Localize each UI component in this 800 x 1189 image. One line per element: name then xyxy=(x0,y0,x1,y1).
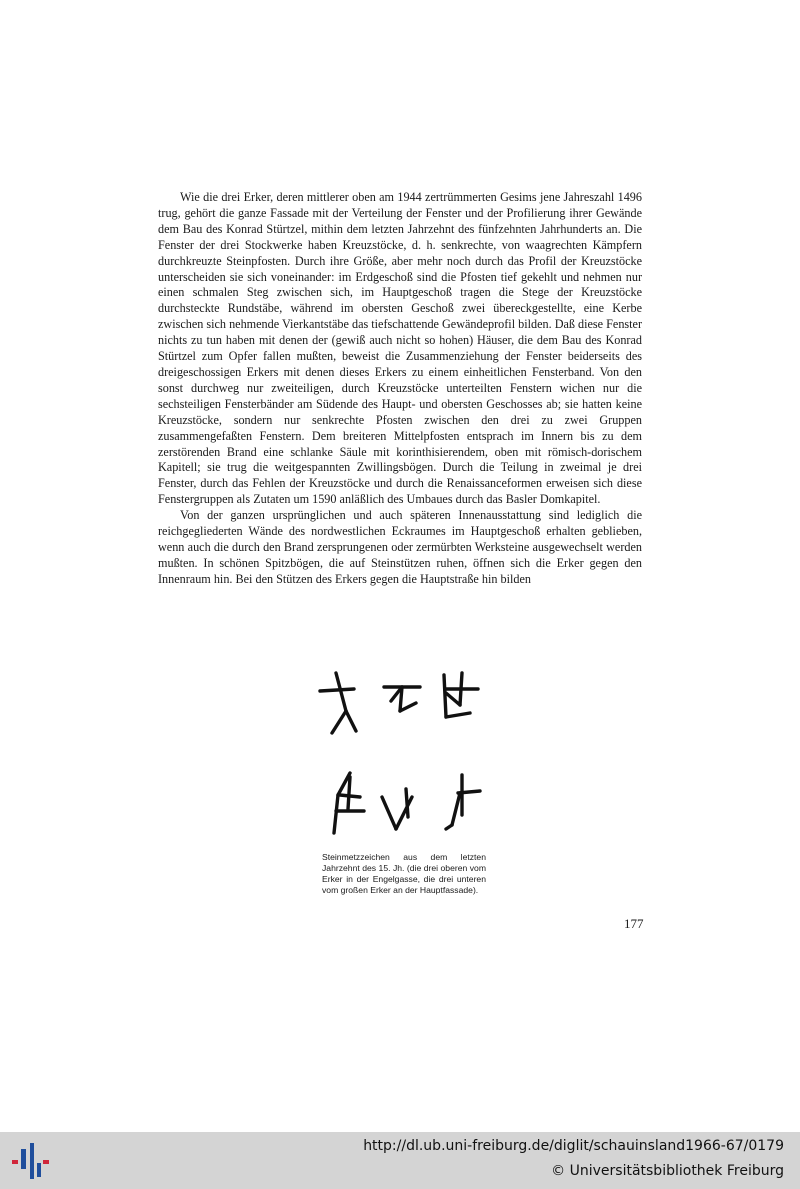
paragraph-2: Von der ganzen ursprünglichen und auch späteren Innenausstattung sind lediglich die reichgegliederten Wände des nordwestlichen Eckraumes im Hauptgeschoß erhalten geblieben, wenn auch die durch den Brand zersprungenen oder zermürbten Werksteine ausgewechselt werden mußten. In schönen Spitzbögen, die auf Steinstützen ruhen, öffnen sich die Erker gegen den Innenraum hin. Bei den Stützen des Erkers gegen die Hauptstraße hin bilden xyxy=(158,508,642,586)
stonemason-marks-illustration xyxy=(312,665,492,840)
mark-bottom-middle xyxy=(382,789,412,829)
article-text xyxy=(158,190,642,588)
mark-top-middle xyxy=(384,687,420,711)
footer-bar xyxy=(0,1132,800,1189)
mark-top-left xyxy=(320,673,356,733)
ub-freiburg-logo-icon[interactable] xyxy=(10,1141,50,1181)
document-url-link[interactable]: http://dl.ub.uni-freiburg.de/diglit/schauinsland1966-67/0179 xyxy=(363,1138,784,1154)
figure-caption: Steinmetzzeichen aus dem letzten Jahrzehnt des 15. Jh. (die drei oberen vom Erker in der Engelgasse, die drei unteren vom großen Erker an der Hauptfassade). xyxy=(322,852,486,895)
stonemason-marks-figure xyxy=(312,665,492,840)
mark-top-right xyxy=(444,673,478,717)
copyright-notice: © Universitätsbibliothek Freiburg xyxy=(551,1163,784,1179)
mark-bottom-right xyxy=(446,775,480,829)
page-number: 177 xyxy=(624,916,644,931)
mark-bottom-left xyxy=(334,773,364,833)
paragraph-1: Wie die drei Erker, deren mittlerer oben am 1944 zertrümmerten Gesims jene Jahreszahl 1496 trug, gehört die ganze Fassade mit der Verteilung der Fenster und der Profilierung ihrer Gewände dem Bau des Konrad Stürtzel, mithin dem letzten Jahrzehnt des fünfzehnten Jahrhunderts an. Die Fenster der drei Stockwerke haben Kreuzstöcke, d. h. senkrechte, von waagrechten Kämpfern durchkreuzte Steinpfosten. Durch ihre Größe, aber mehr noch durch das Profil der Kreuzstöcke unterscheiden sie sich voneinander: im Erdgeschoß sind die Pfosten tief gekehlt und nehmen nur einen schmalen Steg zwischen sich, im Hauptgeschoß tragen die Stege der Kreuzstöcke durchsteckte Rundstäbe, während im obersten Geschoß zwei übereckgestellte, eine Kerbe zwischen sich nehmende Vierkantstäbe das tiefschattende Gewändeprofil bilden. Daß diese Fenster nichts zu tun haben mit denen der (gewiß auch nicht so hohen) Häuser, die dem Bau des Konrad Stürtzel zum Opfer fallen mußten, beweist die Zusammenziehung der Fenster beiderseits des dreigeschossigen Erkers mit denen dieses Erkers zu einem einheitlichen Fensterband. Von den sonst durchweg nur zweiteiligen, durch Kreuzstöcke unterteilten Fenstern wichen nur die sechsteiligen Fensterbänder am Südende des Haupt- und obersten Geschosses ab; sie hatten keine Kreuzstöcke, sondern nur senkrechte Pfosten zwischen den drei zu zwei Gruppen zusammengefaßten Fenstern. Dem breiteren Mittelpfosten entsprach im Innern bis zu dem zerstörenden Brand eine schlanke Säule mit korinthisierendem, oben mit römisch-dorischem Kapitell; sie trug die weitgespannten Zwillingsbögen. Durch die Teilung in zweimal je drei Fenster, durch das Fehlen der Kreuzstöcke und durch die Renaissanceformen erweisen sich diese Fenstergruppen als Zutaten um 1590 anläßlich des Umbaues durch das Basler Domkapitel. xyxy=(158,190,643,507)
